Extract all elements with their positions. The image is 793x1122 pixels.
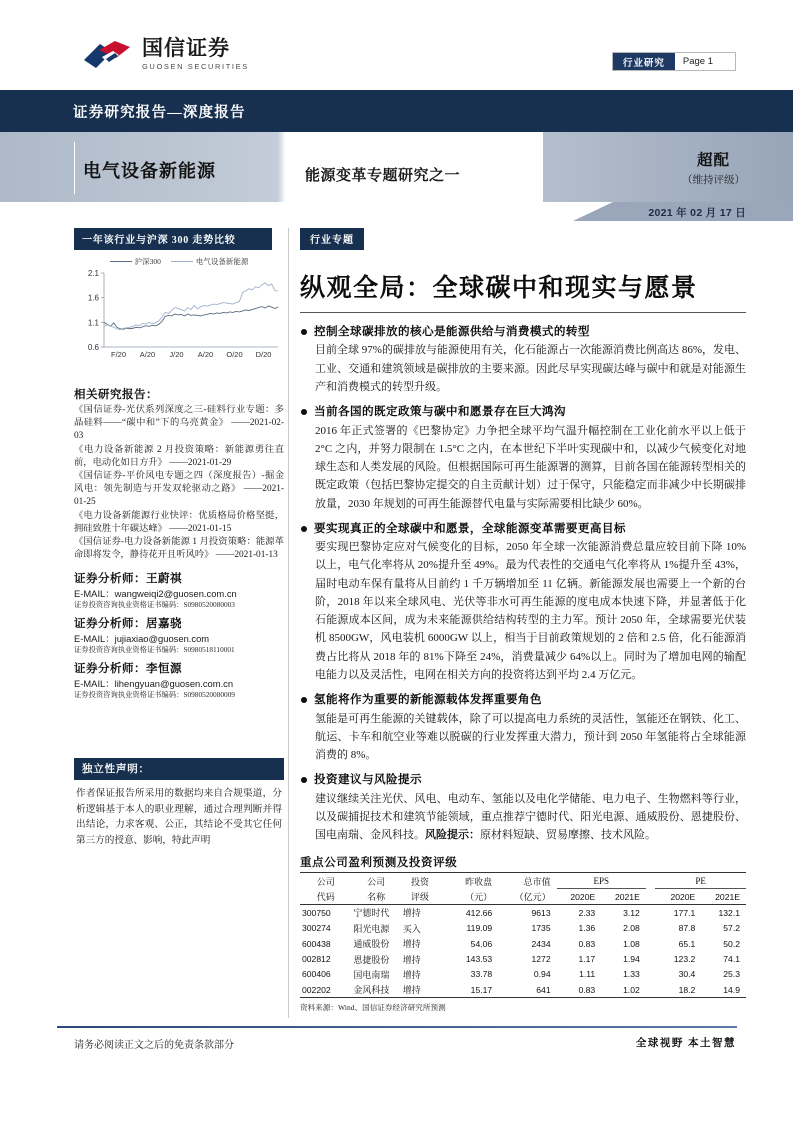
col-spacer [646, 889, 655, 905]
cell-eps-2021e: 2.08 [623, 923, 640, 934]
svg-text:1.6: 1.6 [87, 293, 99, 303]
svg-text:1.1: 1.1 [87, 318, 99, 328]
logo-bar [0, 0, 793, 90]
cell-price: 33.78 [470, 969, 493, 980]
analyst-cert: 证券投资咨询执业资格证书编码：S0980518110001 [74, 645, 235, 655]
cell-pe-2021e: 132.1 [718, 907, 740, 918]
legend-label-0: 沪深300 [134, 257, 161, 266]
cell-code: 002812 [302, 954, 331, 965]
risk-warning-label: 风险提示： [425, 829, 480, 842]
analyst-cert: 证券投资咨询执业资格证书编码：S0980520080003 [74, 600, 235, 610]
header-chip-category: 行业研究 [613, 53, 675, 70]
table-body [300, 905, 746, 998]
svg-text:0.6: 0.6 [87, 343, 99, 352]
footer-slogan: 全球视野 本土智慧 [635, 1038, 736, 1049]
topic-chip: 行业专题 [300, 228, 364, 250]
table-title: 重点公司盈利预测及投资评级 [300, 857, 458, 870]
related-reports-list [74, 404, 284, 562]
legend-item-1 [171, 256, 249, 267]
cell-rating: 增持 [402, 939, 421, 950]
summary-section [300, 691, 746, 764]
report-type-text: 证券研究报告—深度报告 [73, 105, 246, 121]
cell-eps-2020e: 1.17 [578, 954, 596, 965]
title-divider [300, 312, 746, 313]
cell-price: 143.53 [465, 954, 493, 965]
cell-mcap: 641 [536, 984, 551, 995]
independence-body: 作者保证报告所采用的数据均来自合规渠道，分析逻辑基于本人的职业理解，通过合理判断并得出结论，力求客观、公正，其结论不受其它任何第三方的授意、影响，特此声明 [76, 788, 282, 846]
col-pe-2021e: 2021E [715, 891, 740, 902]
cell-price: 54.06 [470, 938, 493, 949]
cell-price: 412.66 [465, 907, 493, 918]
summary-section [300, 403, 746, 513]
col-rating-l2: 评级 [410, 892, 429, 903]
sector-strip-rule [74, 142, 75, 194]
column-divider [288, 228, 289, 1018]
section-body [300, 790, 746, 845]
legend-swatch-icon [110, 261, 132, 263]
logo-text-cn: 国信证券 [142, 37, 230, 60]
table-row[interactable] [300, 982, 746, 998]
svg-text:D/20: D/20 [255, 350, 272, 359]
analyst-name: 证券分析师：王蔚祺 [74, 573, 182, 586]
legend-item-0 [110, 256, 161, 267]
cell-pe-2020e: 87.8 [678, 923, 696, 934]
col-pe-2020e: 2020E [670, 891, 696, 902]
cell-mcap: 1272 [531, 954, 551, 965]
col-spacer [646, 873, 655, 889]
cell-pe-2021e: 57.2 [723, 923, 740, 934]
earnings-forecast-table [300, 872, 746, 998]
cell-rating: 买入 [402, 923, 421, 934]
brand-logo [82, 38, 249, 71]
analyst-email[interactable]: lihengyuan@guosen.com.cn [114, 678, 234, 690]
page-title: 纵观全局：全球碳中和现实与愿景 [300, 275, 698, 302]
analyst-name: 证券分析师：居嘉骁 [74, 618, 182, 631]
cell-eps-2021e: 1.33 [623, 969, 640, 980]
cell-eps-2021e: 3.12 [623, 907, 640, 918]
cell-price: 15.17 [470, 984, 493, 995]
related-reports-heading: 相关研究报告： [74, 389, 158, 401]
cell-code: 002202 [302, 984, 331, 995]
chart-plot [74, 269, 284, 367]
independence-title: 独立性声明： [74, 758, 284, 780]
cell-pe-2021e: 14.9 [723, 984, 740, 995]
footer-divider [57, 1026, 737, 1028]
cell-rating: 增持 [402, 954, 421, 965]
cell-rating: 增持 [402, 969, 421, 980]
summary-section [300, 771, 746, 844]
svg-text:A/20: A/20 [197, 350, 214, 359]
legend-swatch-icon [171, 261, 193, 263]
cell-rating: 增持 [402, 908, 421, 919]
section-heading: 氢能将作为重要的新能源载体发挥重要角色 [300, 691, 746, 708]
cell-mcap: 1735 [531, 923, 551, 934]
sector-name: 电气设备新能源 [83, 161, 216, 181]
cell-name: 国电南瑞 [353, 969, 390, 980]
analyst-cert: 证券投资咨询执业资格证书编码：S0980520080009 [74, 690, 235, 700]
table-header-row-2 [300, 889, 746, 905]
col-mcap-l1: 总市值 [504, 873, 556, 889]
col-code-l1: 公司 [300, 873, 351, 889]
cell-pe-2021e: 50.2 [723, 938, 740, 949]
independence-statement [74, 758, 284, 848]
col-group-eps: EPS [557, 873, 646, 889]
cell-pe-2020e: 18.2 [678, 984, 696, 995]
legend-label-1: 电气设备新能源 [195, 257, 249, 266]
analyst-email-row[interactable] [74, 631, 284, 645]
section-heading: 投资建议与风险提示 [300, 771, 746, 788]
logo-text-en: GUOSEN SECURITIES [142, 62, 249, 71]
summary-section [300, 323, 746, 396]
cell-pe-2021e: 74.1 [723, 954, 740, 965]
table-row[interactable] [300, 921, 746, 936]
cell-code: 300750 [302, 907, 331, 918]
cell-pe-2020e: 177.1 [673, 907, 696, 918]
section-body: 目前全球 97%的碳排放与能源使用有关，化石能源占一次能源消费比例高达 86%，发电、工业、交通和建筑领域是碳排放的主要来源。因此尽早实现碳达峰与碳中和就是对能源生产和消费模式的转型升级。 [315, 344, 746, 393]
cell-pe-2020e: 30.4 [678, 969, 696, 980]
chart-legend [74, 256, 284, 267]
cell-eps-2021e: 1.08 [623, 938, 640, 949]
table-row[interactable] [300, 936, 746, 951]
svg-text:J/20: J/20 [169, 350, 184, 359]
svg-text:F/20: F/20 [110, 350, 127, 359]
related-report-item[interactable]: 《电力设备新能源行业快评：优质格局价格坚挺，拥硅致胜十年碳达峰》 ——2021-01-15 [74, 510, 284, 534]
guosen-logo-icon [82, 40, 134, 70]
col-name-l2: 名称 [367, 892, 386, 903]
cell-mcap: 2434 [531, 938, 551, 949]
related-report-item[interactable]: 《国信证券-电力设备新能源 1 月投资策略：能源革命即将发令，静待花开且听风吟》 ——2021-01-13 [74, 536, 284, 561]
cell-name: 宁德时代 [353, 908, 390, 919]
analyst-email-label: E-MAIL： [74, 678, 115, 690]
cell-pe-2020e: 123.2 [673, 954, 696, 965]
cell-code: 300274 [302, 923, 331, 934]
report-date: 2021 年 02 月 17 日 [648, 207, 746, 219]
cell-eps-2021e: 1.94 [623, 954, 640, 965]
svg-text:2.1: 2.1 [87, 269, 99, 278]
svg-text:O/20: O/20 [226, 350, 243, 359]
cell-price: 119.09 [466, 923, 493, 934]
cell-pe-2020e: 65.1 [678, 938, 696, 949]
cell-eps-2020e: 0.83 [578, 938, 596, 949]
related-report-item[interactable]: 《电力设备新能源 2 月投资策略：新能源勇往直前，电动化如日方升》 ——2021-01-29 [74, 444, 284, 468]
analyst-email[interactable]: wangweiqi2@guosen.com.cn [114, 588, 237, 600]
header-chip [612, 52, 736, 71]
section-heading: 当前各国的既定政策与碳中和愿景存在巨大鸿沟 [300, 403, 746, 420]
report-type-banner [0, 90, 793, 132]
cell-eps-2020e: 1.11 [579, 969, 596, 980]
main-content [300, 228, 746, 1013]
section-heading: 控制全球碳排放的核心是能源供给与消费模式的转型 [300, 323, 746, 340]
analyst-email-row[interactable] [74, 586, 284, 600]
cell-mcap: 0.94 [533, 969, 551, 980]
cell-spacer [646, 921, 655, 936]
cell-spacer [646, 905, 655, 921]
related-report-item[interactable]: 《国信证券-平价风电专题之四（深度报告）-掘金风电：领先制造与开发双轮驱动之路》 ——2021-01-25 [74, 470, 284, 508]
analyst-email-label: E-MAIL： [74, 588, 115, 600]
analyst-entry [74, 660, 284, 700]
analyst-entry [74, 570, 284, 610]
section-body-text: 建议继续关注光伏、风电、电动车、氢能以及电化学储能、电力电子、生物燃料等行业，以及碳捕捉技术和建筑节能领域，重点推荐宁德时代、阳光电源、通威股份、恩捷股份、国电南瑞、金风科技。 [315, 792, 746, 842]
section-body: 2016 年正式签署的《巴黎协定》力争把全球平均气温升幅控制在工业化前水平以上低于 2°C 之内，并努力限制在 1.5°C 之内，在本世纪下半叶实现碳中和，以减少气候变化对地球生态和人类发展的风险。但根据国际可再生能源署的测算，目前各国在能源转型相关的既定政策（包括巴黎协定提交的自主贡献计划）过于保守，只能稳定而非减少中长期碳排放量，2030 年规划的可再生能源替代电量与实际需要相比缺少 60%。 [315, 424, 746, 510]
table-source: 资料来源：Wind、国信证券经济研究所预测 [300, 1003, 446, 1013]
col-eps-2021e: 2021E [614, 891, 640, 902]
series-topic: 能源变革专题研究之一 [305, 168, 461, 184]
analyst-email-row[interactable] [74, 676, 284, 690]
analyst-name: 证券分析师：李恒源 [74, 663, 182, 676]
col-price-l2: （元） [465, 892, 493, 903]
section-body: 氢能是可再生能源的关键载体，除了可以提高电力系统的灵活性，氢能还在钢铁、化工、航运、卡车和航空业等难以脱碳的行业发挥重大潜力，预计到 2050 年氢能将占全球能源消费的 8%。 [315, 712, 746, 762]
section-body: 要实现巴黎协定应对气候变化的目标，2050 年全球一次能源消费总量应较目前下降 10%以上，电气化率将从 20%提升至 49%。最为代表性的交通电气化率将从 1%提升至 43%，届时电动车保有量将从目前约 1 千万辆增加至 11 亿辆。新能源发展也需要上一个新的台阶，2018 年以来全球风电、光伏等非水可再生能源的度电成本快速下降，并显著低于化石能源成本区间，成为未来能源供给结构转型的主力军。预计 2050 年，全球需要光伏装机 8500GW，风电装机 6000GW 以上，相当于目前政策规划的 2 倍和 2.5 倍，化石能源消费占比将从 2018 年的 81%下降至 24%，消费量减少 64%以上。同时为了增加电网的输配电能力以及灵活性，电网在相关方向的投资将达到平均 2.4 万亿元。 [315, 541, 746, 681]
col-mcap-l2: （亿元） [514, 892, 551, 903]
sidebar [74, 228, 284, 848]
col-price-l1: 昨收盘 [439, 873, 504, 889]
table-row[interactable] [300, 967, 746, 982]
cell-spacer [646, 982, 655, 998]
cell-name: 金风科技 [353, 985, 390, 996]
cell-eps-2020e: 0.83 [578, 984, 596, 995]
related-report-item[interactable]: 《国信证券-光伏系列深度之三-硅料行业专题：多晶硅料——“碳中和”下的乌亮黄金》 ——2021-02-03 [74, 405, 284, 442]
col-rating-l1: 投资 [401, 873, 439, 889]
svg-text:A/20: A/20 [139, 350, 156, 359]
summary-section [300, 520, 746, 684]
col-eps-2020e: 2020E [570, 891, 596, 902]
footer-disclaimer: 请务必阅读正文之后的免责条款部分 [74, 1040, 234, 1051]
cell-code: 600406 [302, 969, 331, 980]
page-number-label: Page 1 [682, 56, 713, 67]
cell-mcap: 9613 [531, 907, 551, 918]
cell-code: 600438 [302, 938, 331, 949]
cell-name: 恩捷股份 [353, 954, 390, 965]
cell-name: 通威股份 [353, 939, 390, 950]
cell-eps-2020e: 1.36 [578, 923, 596, 934]
col-group-pe: PE [655, 873, 746, 889]
cell-spacer [646, 967, 655, 982]
cell-pe-2021e: 25.3 [723, 969, 740, 980]
rating-badge: 超配 [696, 152, 730, 169]
col-code-l2: 代码 [316, 892, 335, 903]
cell-rating: 增持 [402, 985, 421, 996]
risk-warning-text: 原材料短缺、贸易摩擦、技术风险。 [480, 829, 656, 842]
performance-chart [74, 256, 284, 374]
table-header-row-1 [300, 873, 746, 889]
cell-spacer [646, 936, 655, 951]
cell-eps-2020e: 2.33 [578, 907, 596, 918]
section-heading: 要实现真正的全球碳中和愿景，全球能源变革需要更高目标 [300, 520, 746, 537]
table-row[interactable] [300, 905, 746, 921]
analyst-entry [74, 615, 284, 655]
chart-title-bar: 一年该行业与沪深 300 走势比较 [74, 228, 272, 250]
earnings-table-wrap [300, 854, 746, 1013]
analyst-email-label: E-MAIL： [74, 633, 115, 645]
rating-status: （维持评级） [682, 175, 745, 186]
table-row[interactable] [300, 951, 746, 966]
analyst-email[interactable]: jujiaxiao@guosen.com [114, 633, 210, 645]
cell-eps-2021e: 1.02 [623, 984, 640, 995]
analysts-list [74, 570, 284, 700]
cell-name: 阳光电源 [353, 923, 390, 934]
cell-spacer [646, 951, 655, 966]
col-name-l1: 公司 [351, 873, 400, 889]
